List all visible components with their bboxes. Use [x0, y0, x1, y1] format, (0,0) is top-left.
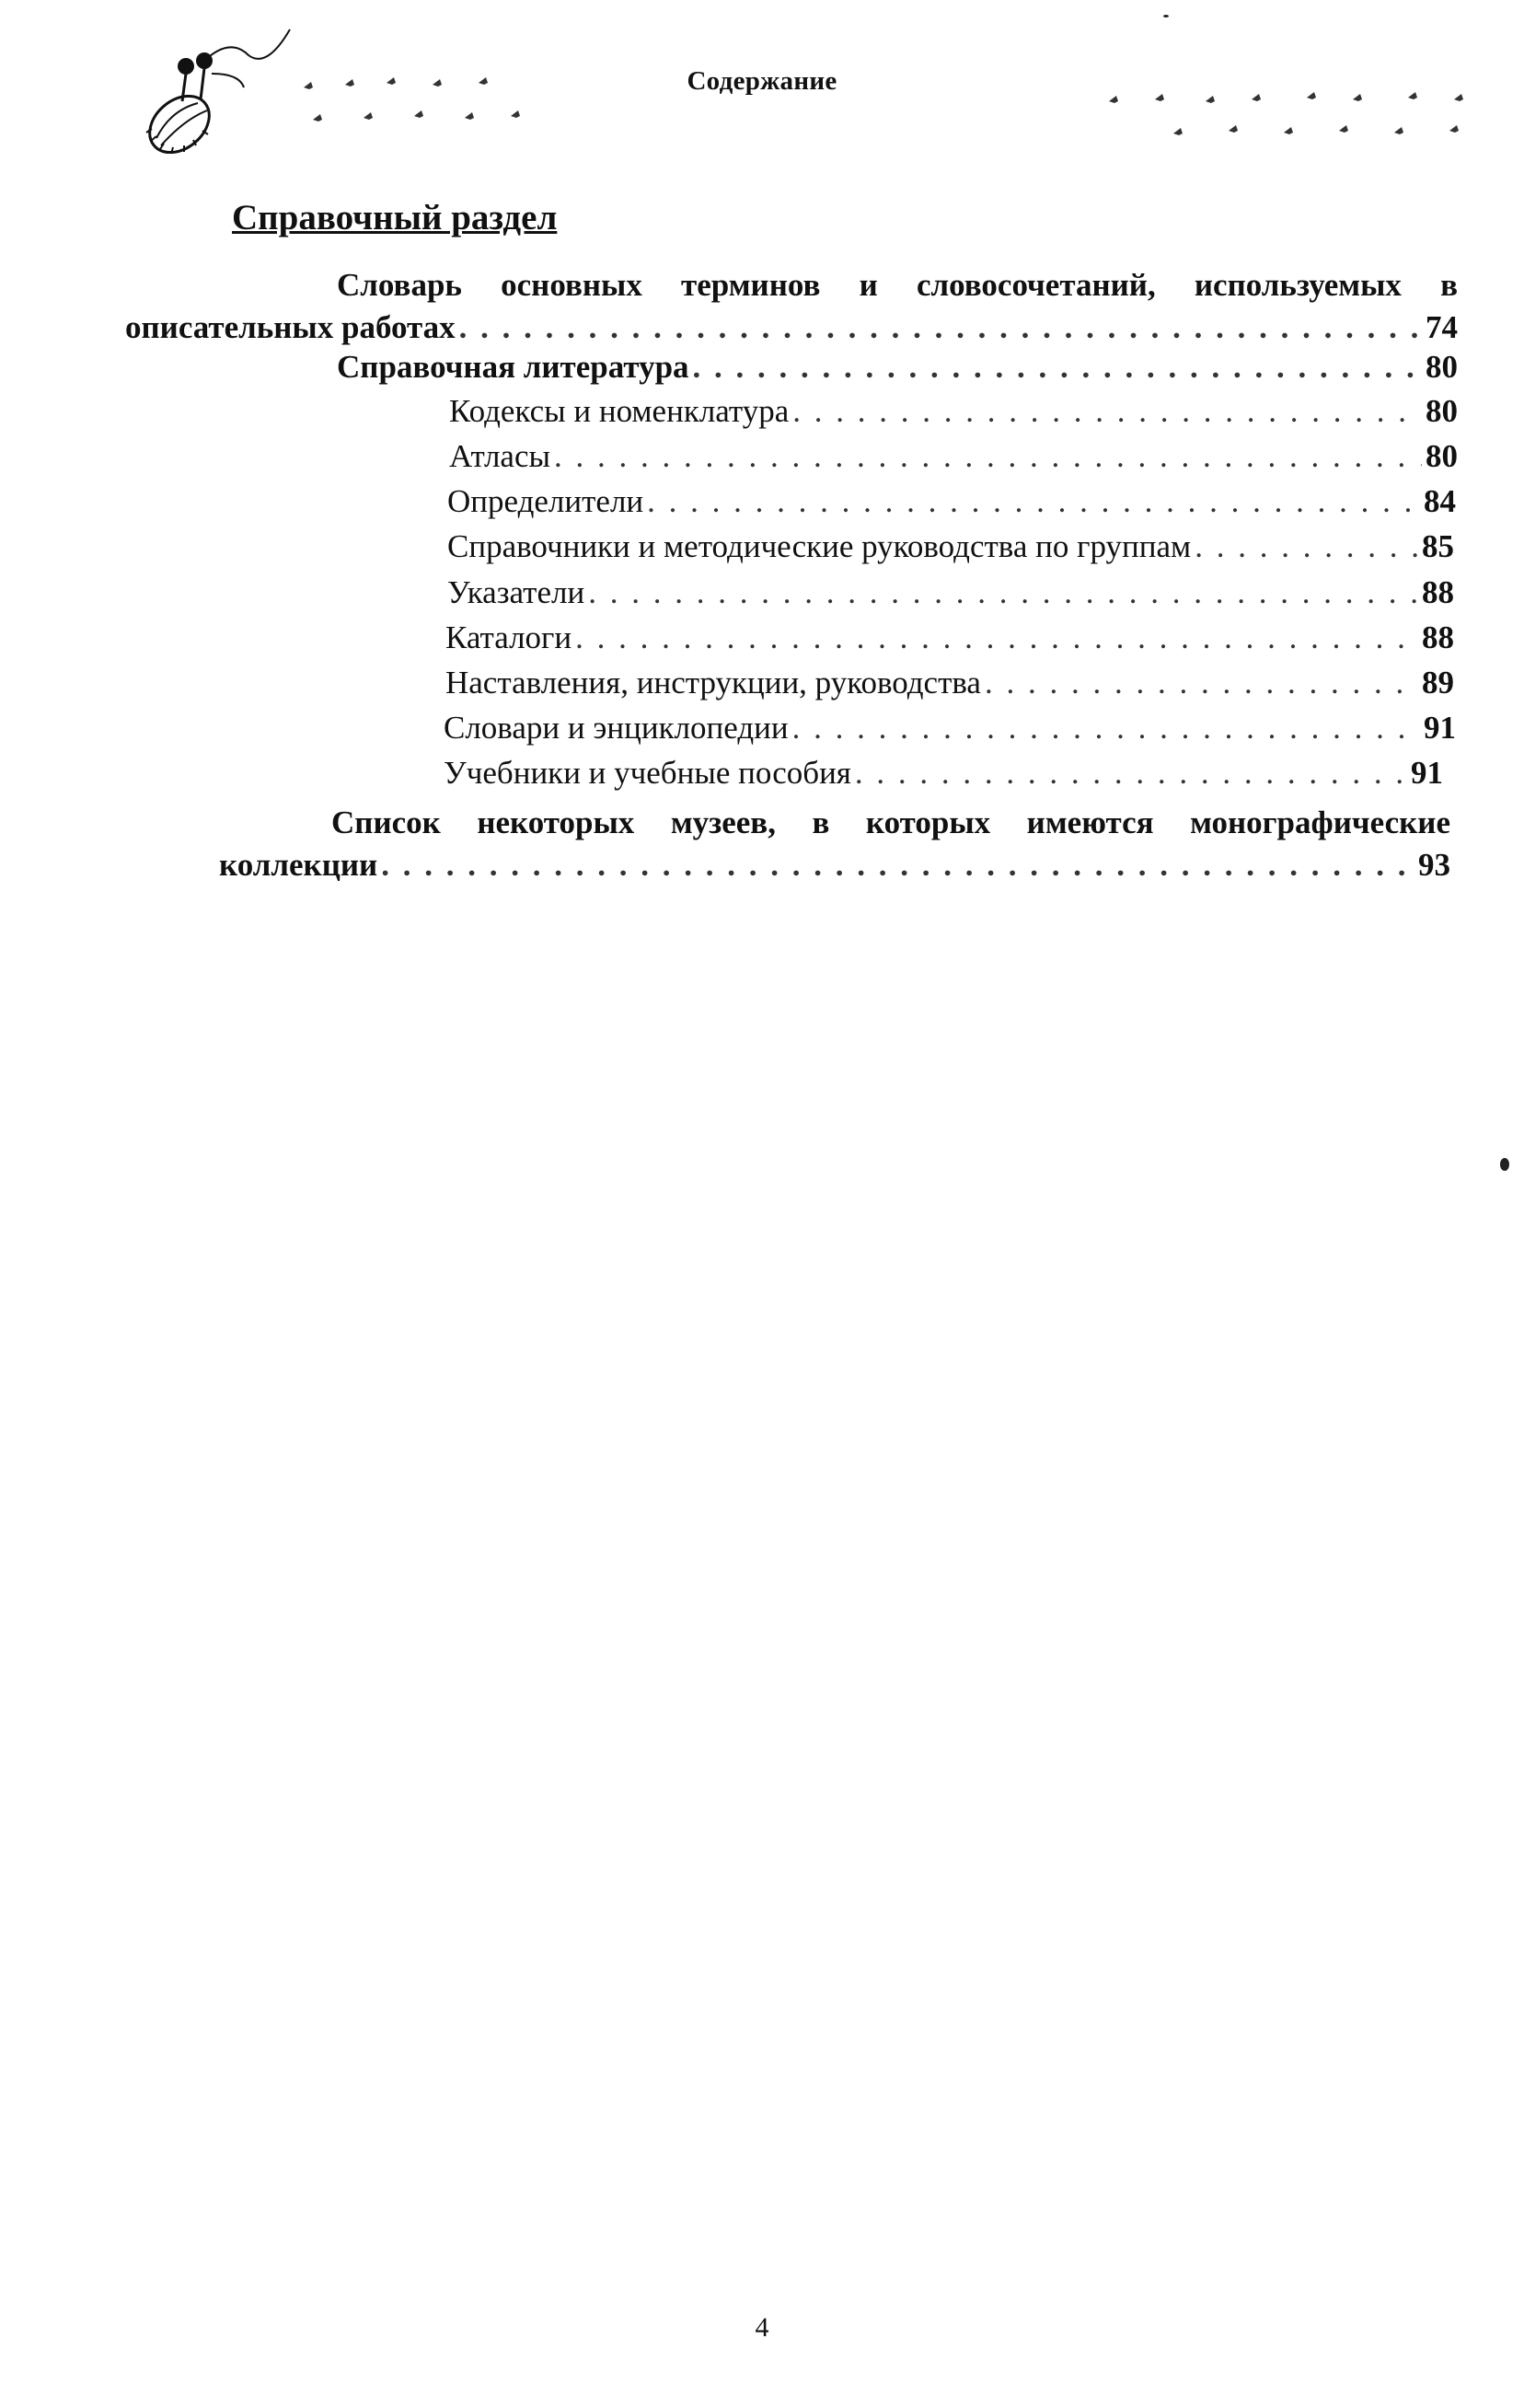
leader-dots: [985, 661, 1418, 705]
toc-page-number: 74: [1426, 309, 1458, 345]
toc-page-number: 91: [1424, 710, 1456, 746]
toc-entry-text: Указатели: [447, 574, 585, 610]
toc-entry-text: Учебники и учебные пособия: [444, 755, 851, 791]
toc-entry-text: Справочная литература: [337, 349, 689, 385]
toc-page-number: 91: [1411, 755, 1443, 791]
header-title: Содержание: [687, 66, 837, 96]
toc-entry-text: Атласы: [449, 438, 551, 474]
toc-page-number: 88: [1422, 574, 1454, 610]
toc-entry-catalogs[interactable]: [445, 616, 1454, 660]
toc-entry-text: Словари и энциклопедии: [444, 710, 789, 746]
toc-entry-atlases[interactable]: [449, 434, 1458, 479]
toc-entry-text: Определители: [447, 483, 644, 519]
toc-entry-glossary[interactable]: [125, 263, 1458, 350]
toc-entry-textbooks[interactable]: [444, 751, 1443, 795]
toc-entry-text: Список некоторых музеев, в которых имеются монографические: [331, 805, 1450, 840]
toc-entry-keys[interactable]: [447, 480, 1456, 524]
toc-page-number: 80: [1426, 393, 1458, 429]
scan-speck: [1163, 15, 1169, 17]
toc-entry-text: Справочники и методические руководства по группам: [447, 528, 1192, 564]
leader-dots: [575, 616, 1418, 660]
toc-page-number: 85: [1422, 528, 1454, 564]
toc-page-number: 80: [1426, 438, 1458, 474]
toc-entry-text: Кодексы и номенклатура: [449, 393, 790, 429]
toc-page-number: 93: [1418, 847, 1450, 883]
toc-entry-text: Каталоги: [445, 619, 572, 655]
toc-page-number: 89: [1422, 665, 1454, 700]
leader-dots: [693, 345, 1422, 389]
toc-entry-museums[interactable]: [219, 801, 1450, 887]
toc-entry-manuals[interactable]: [445, 661, 1454, 705]
leader-dots: [381, 843, 1414, 887]
leader-dots: [647, 480, 1420, 524]
toc-entry-text: описательных работах: [125, 309, 456, 345]
toc-entry-codes[interactable]: [449, 389, 1458, 434]
toc-entry-text: Наставления, инструкции, руководства: [445, 665, 981, 700]
toc-entry-text: Словарь основных терминов и словосочетаний, используемых в: [337, 267, 1458, 303]
toc-entry-reference-literature[interactable]: [337, 345, 1458, 389]
toc-page-number: 88: [1422, 619, 1454, 655]
leader-dots: [792, 706, 1420, 750]
leader-dots: [792, 389, 1422, 434]
leader-dots: [588, 571, 1418, 615]
leader-dots: [554, 434, 1422, 479]
toc-entry-indexes[interactable]: [447, 571, 1454, 615]
leader-dots: [459, 306, 1422, 350]
page-number: 4: [755, 2312, 769, 2343]
toc-entry-text: коллекции: [219, 847, 378, 883]
section-title: Справочный раздел: [232, 198, 558, 237]
toc-entry-dictionaries[interactable]: [444, 706, 1456, 750]
scan-speck: [1500, 1158, 1509, 1171]
toc-page-number: 80: [1426, 349, 1458, 385]
leader-dots: [1195, 525, 1418, 569]
toc-page-number: 84: [1424, 483, 1456, 519]
leader-dots: [855, 751, 1407, 795]
toc-entry-handbooks[interactable]: [447, 525, 1454, 569]
